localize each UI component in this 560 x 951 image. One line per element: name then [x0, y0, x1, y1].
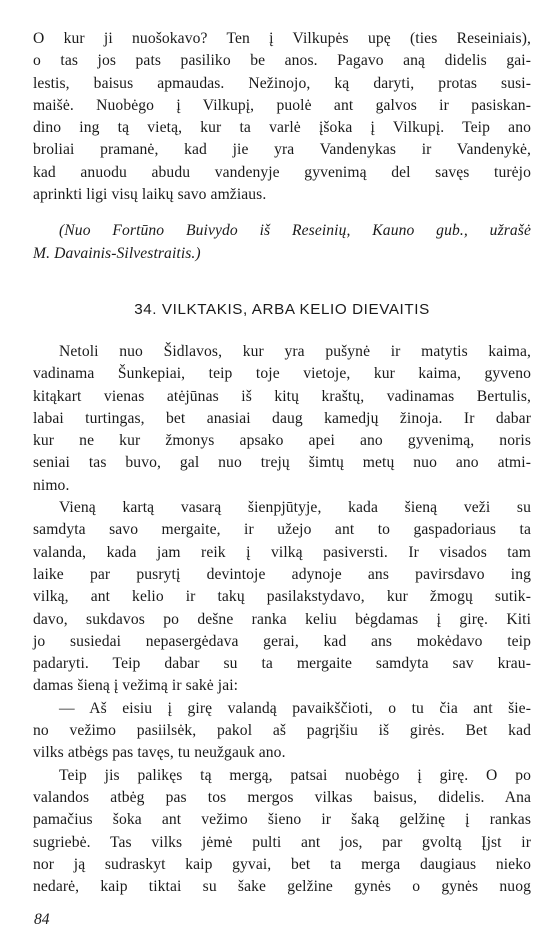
text-line: kitąkart vienas atėjūnas iš kitų kraštų, vadinamas Bertulis,: [33, 387, 531, 405]
text-line: vilks atbėgs pas tavęs, tu neužgauk ano.: [33, 744, 286, 762]
text-line: labai turtingas, bet anasiai daug kamedjų žinoja. Ir dabar: [33, 409, 531, 427]
text-line: nor ją sudraskyt kaip gyvai, bet ta merga daugiaus nieko: [33, 855, 531, 873]
text-line: dino ing tą vietą, kur ta varlė įšoka į Vilkupį. Teip ano: [33, 119, 531, 137]
source-line: (Nuo Fortūno Buivydo iš Reseinių, Kauno gub., užrašė: [59, 222, 531, 240]
text-line: pamačius šoka ant vežimo šieno ir šaką gelžinę į rankas: [33, 811, 531, 829]
text-line: Vieną kartą vasarą šienpjūtyje, kada šieną veži su: [59, 499, 531, 517]
text-line: nedarė, kaip tiktai su šake gelžine gynės o gynės nuog: [33, 878, 531, 896]
text-line: jo susiedai nepasergėdava gerai, kad ans mokėdavo teip: [33, 632, 531, 650]
text-line: nimo.: [33, 476, 70, 494]
text-line: no vežimo pasiilsėk, pakol aš pagrįšiu iš girės. Bet kad: [33, 722, 531, 740]
paragraph-intro: [33, 341, 531, 497]
text-line: davo, sukdavos po dešne ranka keliu bėgdamas į girę. Kiti: [33, 610, 531, 628]
paragraph-continuation: [33, 28, 531, 206]
page-text: [33, 28, 531, 898]
text-line: damas šieną į vežimą ir sakė jai:: [33, 677, 239, 695]
text-line: maišė. Nuobėgo į Vilkupį, puolė ant galvos ir pasiskan-: [33, 96, 531, 114]
text-line: vilką, ant kelio ir takų pasilakstydavo, kur žmogų sutik-: [33, 588, 531, 606]
text-line: — Aš eisiu į girę valandą pavaikščioti, o tu čia ant šie-: [59, 699, 531, 717]
text-line: broliai pramanė, kad jie yra Vandenykas ir Vandenykė,: [33, 141, 531, 159]
text-line: Teip jis palikęs tą mergą, patsai nuobėgo į girę. O po: [59, 766, 531, 784]
text-line: kad anuodu abudu vandenyje gyvenimą del savęs turėjo: [33, 163, 531, 181]
text-line: O kur ji nuošokavo? Ten į Vilkupės upę (ties Reseiniais),: [33, 30, 531, 47]
text-line: Netoli nuo Šidlavos, kur yra pušynė ir matytis kaima,: [59, 342, 531, 360]
text-line: kur ne kur žmonys apsako apei ano gyvenimą, noris: [33, 432, 531, 450]
text-line: padaryti. Teip dabar su ta mergaite samdyta sav krau-: [33, 655, 531, 673]
text-line: aprinkti ligi visų laikų savo amžiaus.: [33, 186, 267, 204]
source-note: [33, 220, 531, 265]
section-title: 34. VILKTAKIS, ARBA KELIO DIEVAITIS: [134, 300, 430, 318]
text-line: samdyta savo mergaite, ir užejo ant to gaspadoriaus ta: [33, 521, 531, 539]
text-line: o tas jos pats pasiliko be anos. Pagavo aną didelis gai-: [33, 52, 531, 70]
paragraph-dialogue: [33, 698, 531, 765]
page-number: 84: [34, 911, 50, 928]
text-line: valanda, kada jam reik į vilką pasiversti. Ir visados tam: [33, 543, 531, 561]
text-line: valandos atbėg pas tos mergos vilkas baisus, didelis. Ana: [33, 788, 531, 806]
text-line: laike par pusrytį devintoje adynoje ans pavirsdavo ing: [33, 565, 531, 583]
text-line: lestis, baisus apmaudas. Nežinojo, ką daryti, protas susi-: [33, 74, 531, 92]
text-line: seniai tas buvo, gal nuo trejų šimtų metų nuo ano atmi-: [33, 454, 531, 472]
paragraph-wolf: [33, 765, 531, 899]
text-line: vadinama Šunkepiai, teip toje vietoje, kur kaima, gyveno: [33, 365, 531, 383]
text-line: sugriebė. Tas vilks jėmė pulti ant jos, par gvoltą Įjst ir: [33, 833, 531, 851]
paragraph-story: [33, 497, 531, 698]
source-line: M. Davainis-Silvestraitis.): [33, 244, 201, 262]
